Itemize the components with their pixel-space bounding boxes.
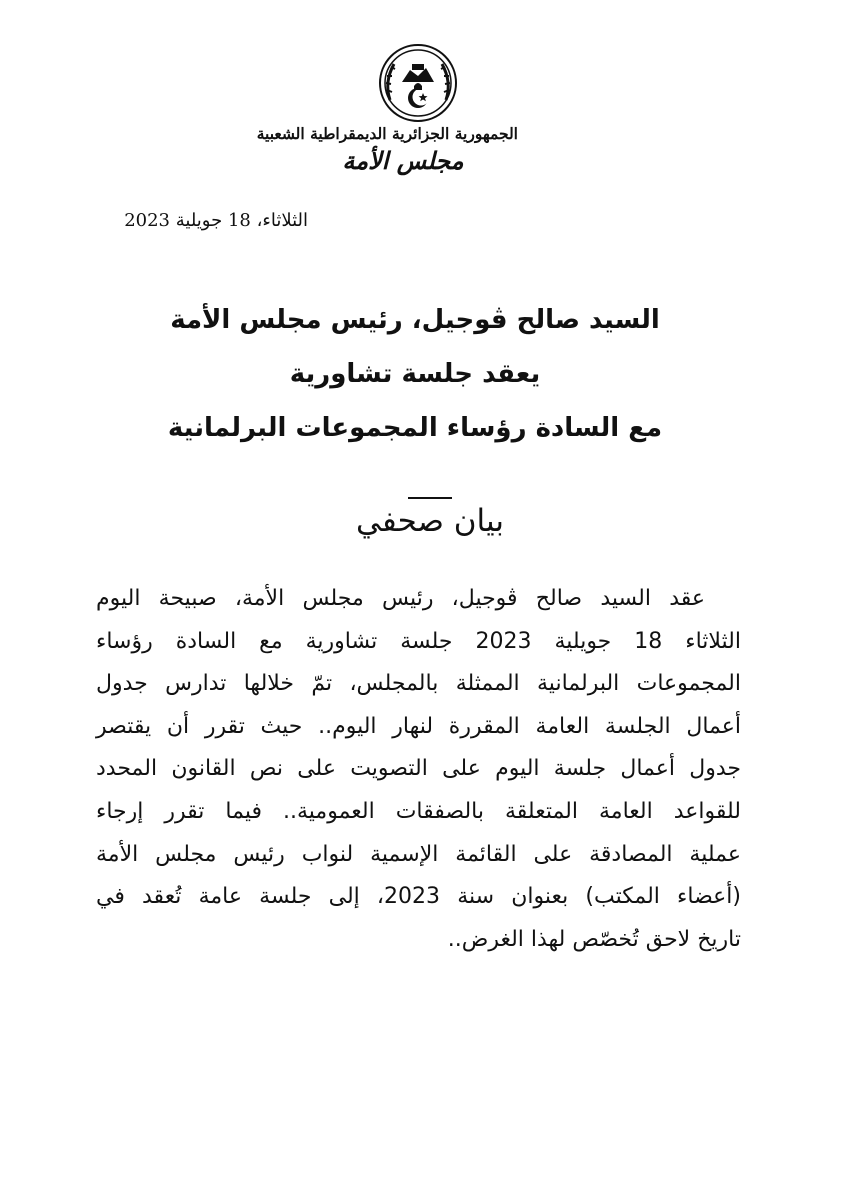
press-release-label: بيان صحفي bbox=[356, 503, 504, 539]
headline bbox=[90, 293, 740, 455]
headline-line-2: يعقد جلسة تشاورية bbox=[289, 359, 541, 389]
body-text bbox=[96, 578, 741, 961]
body-line: تاريخ لاحق تُخصّص لهذا الغرض.. bbox=[447, 926, 741, 952]
republic-name: الجمهورية الجزائرية الديمقراطية الشعبية bbox=[256, 124, 518, 143]
body-line: المجموعات البرلمانية الممثلة بالمجلس، تمّ خلالها تدارس جدول bbox=[96, 671, 741, 697]
body-line: أعمال الجلسة العامة المقررة لنهار اليوم.. حيث تقرر أن يقتصر bbox=[96, 713, 741, 739]
national-emblem-icon bbox=[368, 42, 468, 124]
letterhead bbox=[256, 42, 518, 192]
label-divider bbox=[408, 497, 452, 499]
body-line: جدول أعمال جلسة اليوم على التصويت على نص القانون المحدد bbox=[96, 756, 741, 782]
body-line: عقد السيد صالح ڤوجيل، رئيس مجلس الأمة، صبيحة اليوم bbox=[96, 586, 705, 611]
headline-line-3: مع السادة رؤساء المجموعات البرلمانية bbox=[167, 413, 663, 443]
council-name: مجلس الأمة bbox=[342, 146, 464, 175]
body-line: (أعضاء المكتب) بعنوان سنة 2023، إلى جلسة عامة تُعقد في bbox=[96, 884, 741, 910]
body-line: عملية المصادقة على القائمة الإسمية لنواب رئيس مجلس الأمة bbox=[96, 841, 741, 867]
release-date: الثلاثاء، 18 جويلية 2023 bbox=[124, 210, 308, 231]
body-line: الثلاثاء 18 جويلية 2023 جلسة تشاورية مع السادة رؤساء bbox=[96, 628, 741, 654]
headline-line-1: السيد صالح ڤوجيل، رئيس مجلس الأمة bbox=[170, 305, 660, 335]
body-line: للقواعد العامة المتعلقة بالصفقات العمومية.. فيما تقرر إرجاء bbox=[96, 798, 741, 824]
